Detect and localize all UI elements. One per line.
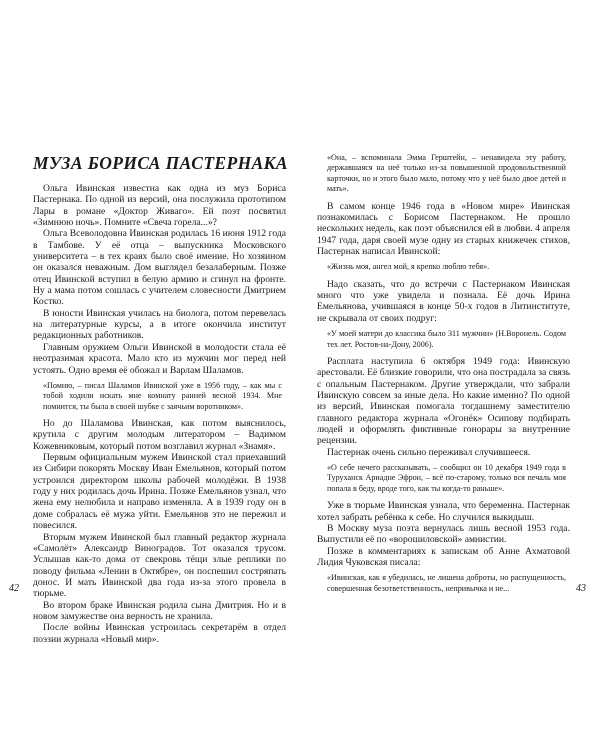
quote-block bbox=[317, 573, 570, 594]
paragraph: Ольга Всеволодовна Ивинская родилась 16 июня 1912 года в Тамбове. У её отца – выпускника Московского университета – в тех краях было своё имение. Но хозяином он оказался неважным. Дом выглядел безалаберным. Позже отец Ивинской вступил в белую армию и сгинул на фронте. Ну а мама потом сошлась с учителем словесности Дмитрием Костко. bbox=[33, 228, 286, 308]
page-number-left: 42 bbox=[9, 583, 19, 594]
quote-text: «Помню, – писал Шаламов Ивинской уже в 1956 году, – как мы с тобой ходили искать мне комнату ранней весной 1934. Мне помнится, ты была в своей шубке с заячьим воротником». bbox=[43, 380, 282, 411]
chapter-title: МУЗА БОРИСА ПАСТЕРНАКА bbox=[33, 153, 288, 173]
paragraph: Но до Шаламова Ивинская, как потом выяснилось, крутила с другим молодым литератором – Вадимом Кожевниковым, который потом возглавил журнал «Знамя». bbox=[33, 418, 286, 452]
left-body-text bbox=[33, 183, 286, 645]
quote-text: «Ивинская, как я убедилась, не лишена доброты, но распущенность, совершенная безответственность, непривычка и не... bbox=[327, 573, 566, 593]
quote-block bbox=[317, 463, 570, 494]
quote-text: «О себе нечего рассказывать, – сообщил он 10 декабря 1949 года в Туруханск Ариадне Эфрон, – всё по-старому, только вся печаль моя попала в беду, вроде того, как ты когда-то раньше». bbox=[327, 463, 566, 493]
page-number-right: 43 bbox=[576, 583, 586, 594]
quote-text: «У моей матери до классика было 311 мужчин» (Н.Воронель. Содом тех лет. Ростов-на-Дону, 2006). bbox=[327, 329, 566, 349]
quote-text: «Жизнь моя, ангел мой, я крепко люблю тебя». bbox=[327, 262, 490, 272]
quote-text: «Она, – вспоминала Эмма Герштейн, – ненавидела эту работу, державшаяся на неё только из-за повышенной продовольственной карточки, но и этого было мало, потому что у неё было двое детей и мать». bbox=[327, 153, 566, 194]
paragraph: В юности Ивинская училась на биолога, потом перевелась на литературные курсы, а в итоге окончила институт редакционных работников. bbox=[33, 307, 286, 342]
quote-block bbox=[317, 153, 570, 195]
paragraph: Вторым мужем Ивинской был главный редактор журнала «Самолёт» Александр Виноградов. Тот оказался трусом. Услышав как-то дома от свекровь тёщи злые реплики по поводу фильма «Ленин в Октябре», он поспешил состряпать донос. И мать Ивинской два года из-за этого провела в тюрьме. bbox=[33, 531, 286, 600]
paragraph: В самом конце 1946 года в «Новом мире» Ивинская познакомилась с Борисом Пастернаком. Не прошло нескольких недель, как поэт объяснился ей в любви. 4 апреля 1947 года, даря своей музе одну из старых книжечек стихов, Пастернак написал Ивинской: bbox=[317, 200, 570, 257]
paragraph: Надо сказать, что до встречи с Пастернаком Ивинская много что уже увидела и познала. Её дочь Ирина Емельянова, учившаяся в конце 50-х годов в Литинституте, не скрывала от своих подруг: bbox=[317, 278, 570, 324]
right-page bbox=[300, 0, 600, 750]
paragraph: Ольга Ивинская известна как одна из муз Бориса Пастернака. По одной из версий, она послужила прототипом Лары в романе «Доктор Живаго». Ей поэт посвятил «Зимнюю ночь». Помните «Свеча горела...»? bbox=[33, 183, 286, 229]
paragraph: Позже в комментариях к запискам об Анне Ахматовой Лидия Чуковская писала: bbox=[317, 545, 570, 568]
quote-block bbox=[317, 262, 570, 272]
quote-block bbox=[317, 329, 570, 350]
paragraph: В Москву муза поэта вернулась лишь весной 1953 года. Выпустили её по «ворошиловской» амнистии. bbox=[317, 522, 570, 546]
paragraph: Пастернак очень сильно переживал случившееся. bbox=[327, 446, 531, 458]
paragraph: Расплата наступила 6 октября 1949 года: Ивинскую арестовали. Её близкие говорили, что она пострадала за связь с опальным Пастернаком. Другие утверждали, что забрали Ивинскую совсем за иные дела. Но какие именно? По одной из версий, Ивинская помогала тогдашнему заместителю главного редактора журнала «Огонёк» Осипову подбирать людей и оформлять фиктивные гонорары за внутренние рецензии. bbox=[317, 355, 570, 447]
right-body-text bbox=[317, 153, 570, 600]
paragraph: Первым официальным мужем Ивинской стал приехавший из Сибири покорять Москву Иван Емельянов, который потом устроился директором школы рабочей молодёжи. В 1938 году у них родилась дочь Ирина. Позже Емельянов узнал, что жена ему нелюбила и направо изменяла. А в 1939 году он в доме собралась её мужа уйти. Емельянов это не пережил и повесился. bbox=[33, 452, 286, 532]
paragraph: Главным оружием Ольги Ивинской в молодости стала её неотразимая красота. Мало кто из мужчин мог перед ней устоять. Одно время её обожал и Варлам Шаламов. bbox=[33, 341, 286, 376]
paragraph: Уже в тюрьме Ивинская узнала, что беременна. Пастернак хотел забрать ребёнка к себе. Но случился выкидыш. bbox=[317, 500, 570, 523]
paragraph: Во втором браке Ивинская родила сына Дмитрия. Но и в новом замужестве она верность не хранила. bbox=[33, 599, 286, 622]
quote-block bbox=[33, 381, 286, 412]
paragraph: После войны Ивинская устроилась секретарём в отдел поэзии журнала «Новый мир». bbox=[33, 622, 286, 645]
